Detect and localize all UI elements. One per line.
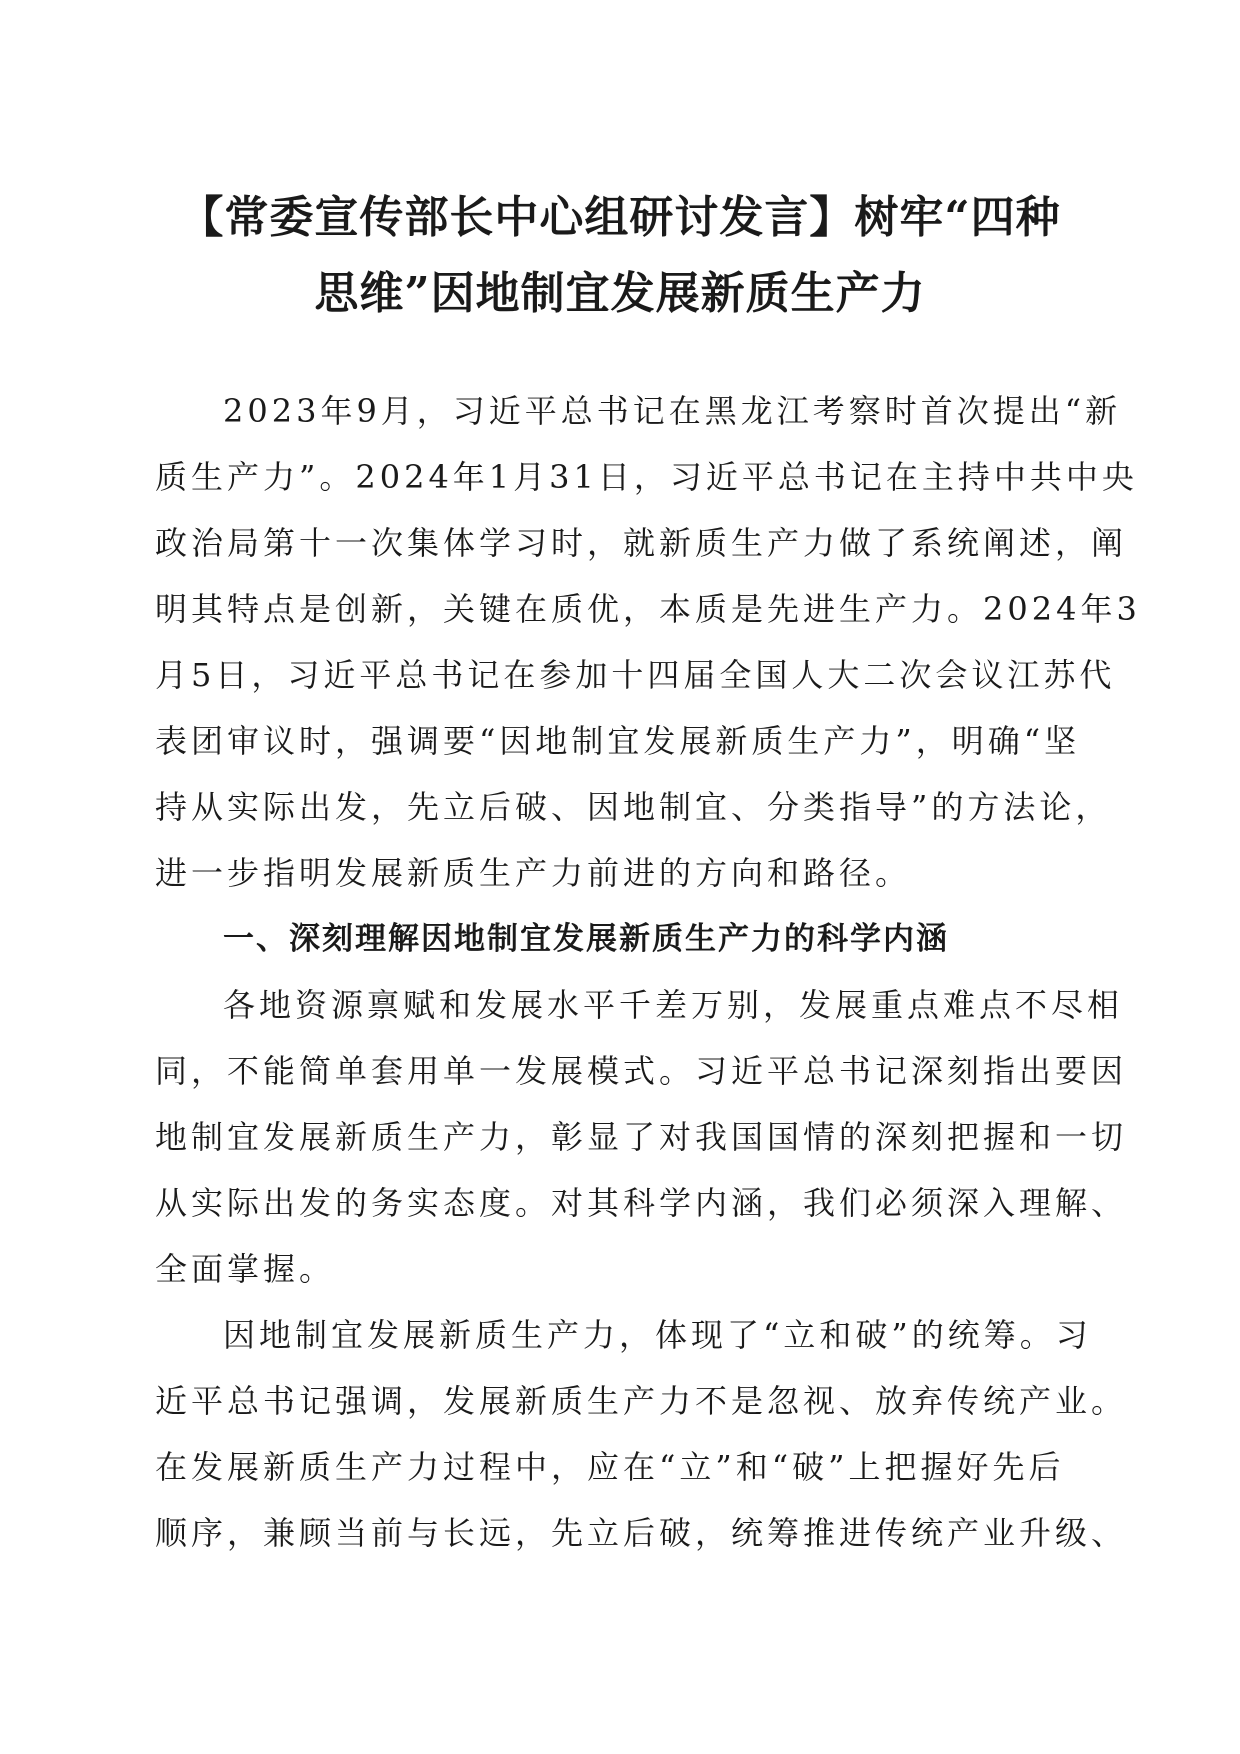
title-line-1: 【常委宣传部长中心组研讨发言】树牢“四种 <box>179 192 1061 243</box>
text-line: 因地制宜发展新质生产力，体现了“立和破”的统筹。习 <box>223 1316 1092 1354</box>
text-line: 顺序，兼顾当前与长远，先立后破，统筹推进传统产业升级、 <box>155 1514 1128 1552</box>
text-line: 明其特点是创新，关键在质优，本质是先进生产力。2024年3 <box>155 590 1141 628</box>
section-paragraph <box>155 972 1128 1302</box>
text-line: 持从实际出发，先立后破、因地制宜、分类指导”的方法论， <box>155 788 1112 826</box>
text-line: 2023年9月，习近平总书记在黑龙江考察时首次提出“新 <box>223 392 1122 430</box>
text-line: 政治局第十一次集体学习时，就新质生产力做了系统阐述，阐 <box>155 524 1128 562</box>
title-line-2: 思维”因地制宜发展新质生产力 <box>314 268 926 319</box>
document-title <box>150 180 1090 332</box>
document-body <box>155 378 1141 1566</box>
text-line: 从实际出发的务实态度。对其科学内涵，我们必须深入理解、 <box>155 1184 1128 1222</box>
section-heading: 一、深刻理解因地制宜发展新质生产力的科学内涵 <box>223 921 949 957</box>
text-line: 在发展新质生产力过程中，应在“立”和“破”上把握好先后 <box>155 1448 1065 1486</box>
text-line: 各地资源禀赋和发展水平千差万别，发展重点难点不尽相 <box>223 986 1124 1024</box>
text-line: 近平总书记强调，发展新质生产力不是忽视、放弃传统产业。 <box>155 1382 1128 1420</box>
text-line: 表团审议时，强调要“因地制宜发展新质生产力”，明确“坚 <box>155 722 1081 760</box>
text-line: 全面掌握。 <box>155 1250 336 1288</box>
text-line: 同，不能简单套用单一发展模式。习近平总书记深刻指出要因 <box>155 1052 1128 1090</box>
text-line: 进一步指明发展新质生产力前进的方向和路径。 <box>155 854 912 892</box>
section-paragraph <box>155 1302 1128 1566</box>
intro-paragraph <box>155 378 1141 906</box>
text-line: 质生产力”。2024年1月31日，习近平总书记在主持中共中央 <box>155 458 1138 496</box>
text-line: 地制宜发展新质生产力，彰显了对我国国情的深刻把握和一切 <box>155 1118 1128 1156</box>
text-line: 月5日，习近平总书记在参加十四届全国人大二次会议江苏代 <box>155 656 1116 694</box>
